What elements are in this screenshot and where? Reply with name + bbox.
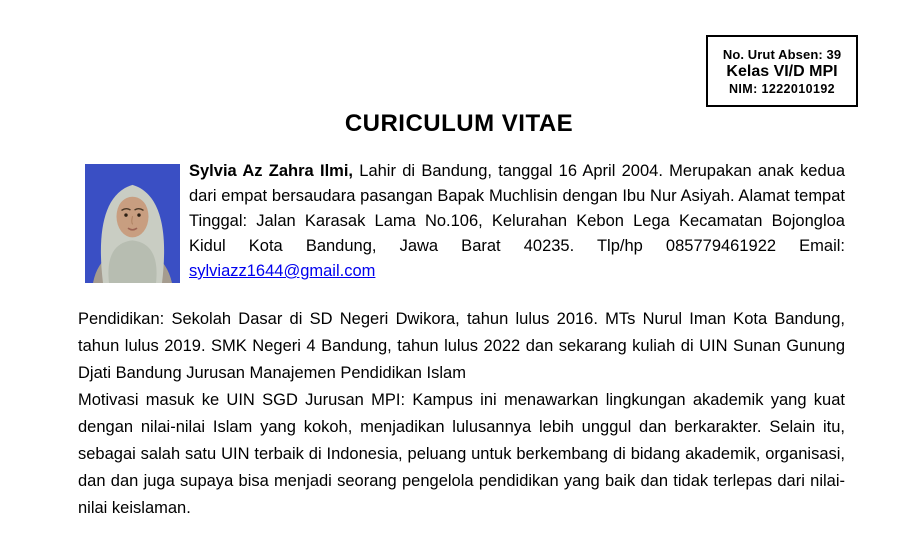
attendance-number-label: No. Urut Absen: 39 <box>722 46 842 62</box>
bio-section <box>85 164 845 284</box>
education-paragraph: Pendidikan: Sekolah Dasar di SD Negeri Dwikora, tahun lulus 2016. MTs Nurul Iman Kota Bandung, tahun lulus 2019. SMK Negeri 4 Bandung, tahun lulus 2022 dan sekarang kuliah di UIN Sunan Gunung Djati Bandung Jurusan Manajemen Pendidikan Islam <box>78 310 845 382</box>
page-title: CURICULUM VITAE <box>344 110 574 137</box>
motivation-paragraph: Motivasi masuk ke UIN SGD Jurusan MPI: Kampus ini menawarkan lingkungan akademik yang kuat dengan nilai-nilai Islam yang kokoh, menjadikan lulusannya lebih unggul dan berkarakter. Selain itu, sebagai salah satu UIN terbaik di Indonesia, peluang untuk berkembang di bidang akademik, organisasi, dan dan juga supaya bisa menjadi seorang pengelola pendidikan yang baik dan tidak terlepas dari nilai-nilai keislaman. <box>78 391 845 517</box>
nim-label: NIM: 1222010192 <box>728 81 836 96</box>
bio-body-text: Lahir di Bandung, tanggal 16 April 2004. Merupakan anak kedua dari empat bersaudara pasangan Bapak Muchlisin dengan Ibu Nur Asiyah. Alamat tempat Tinggal: Jalan Karasak Lama No.106, Kelurahan Kebon Lega Kecamatan Bojongloa Kidul Kota Bandung, Jawa Barat 40235. Tlp/hp 085779461922 Email: <box>189 162 845 255</box>
email-link[interactable]: sylviazz1644@gmail.com <box>189 262 376 280</box>
student-info-box <box>706 35 858 107</box>
bio-paragraph <box>189 159 845 284</box>
profile-photo <box>85 164 180 283</box>
profile-photo-image <box>85 164 180 283</box>
person-name: Sylvia Az Zahra Ilmi, <box>189 162 353 180</box>
details-section <box>78 306 845 522</box>
class-label: Kelas VI/D MPI <box>726 62 838 80</box>
